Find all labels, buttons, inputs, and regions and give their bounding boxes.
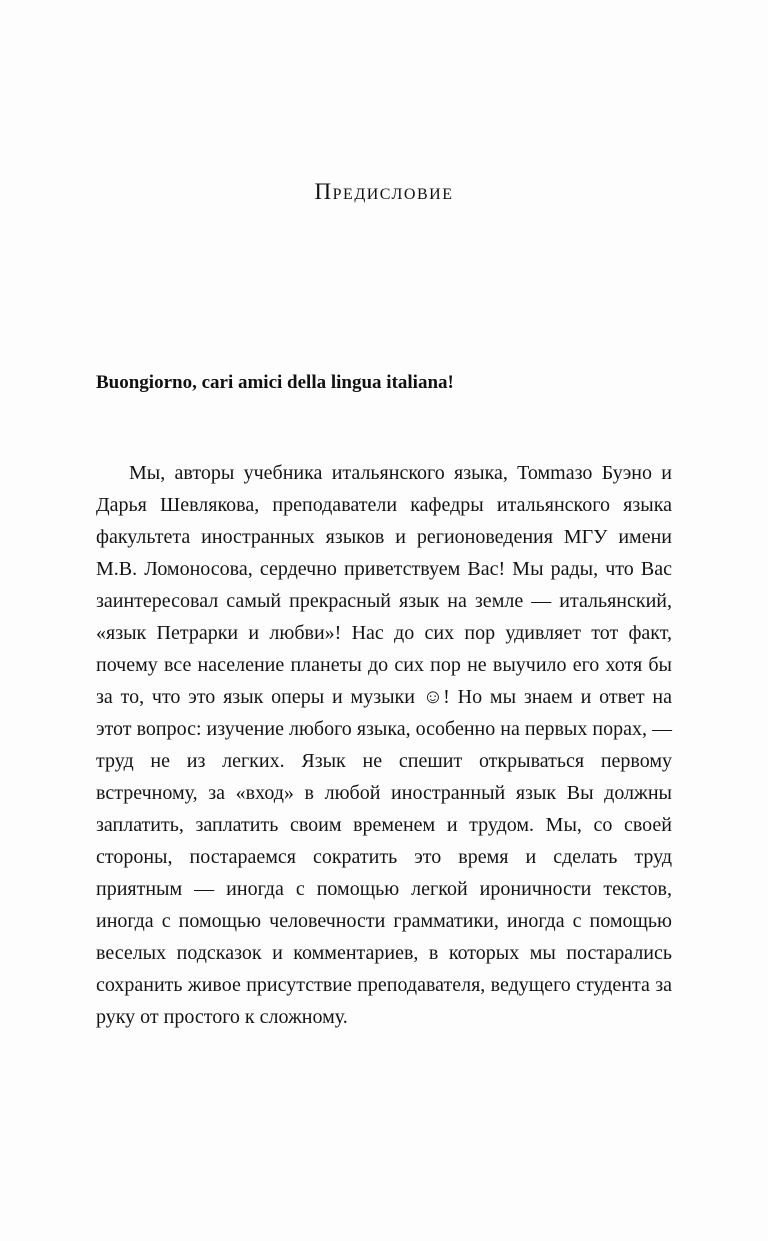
body-paragraph: Мы, авторы учебника итальянского языка, Томmазо Буэно и Дарья Шевлякова, преподаватели кафедры итальянского языка факультета иностранных языков и регионоведения МГУ имени М.В. Ломоносова, сердечно приветствуем Вас! Мы рады, что Вас заинтересовал самый прекрасный язык на земле — итальянский, «язык Петрарки и любви»! Нас до сих пор удивляет тот факт, почему все население планеты до сих пор не выучило его хотя бы за то, что это язык оперы и музыки ☺! Но мы знаем и ответ на этот вопрос: изучение любого языка, особенно на первых порах, — труд не из легких. Язык не спешит открываться первому встречному, за «вход» в любой иностранный язык Вы должны заплатить, заплатить своим временем и трудом. Мы, со своей стороны, постараемся сократить это время и сделать труд приятным — иногда с помощью легкой ироничности текстов, иногда с помощью человечности грамматики, иногда с помощью веселых подсказок и комментариев, в которых мы постарались сохранить живое присутствие преподавателя, ведущего студента за руку от простого к сложному. [96, 462, 672, 1028]
chapter-title: Предисловие [314, 179, 454, 204]
greeting-line: Buongiorno, cari amici della lingua italiana! [96, 372, 454, 393]
